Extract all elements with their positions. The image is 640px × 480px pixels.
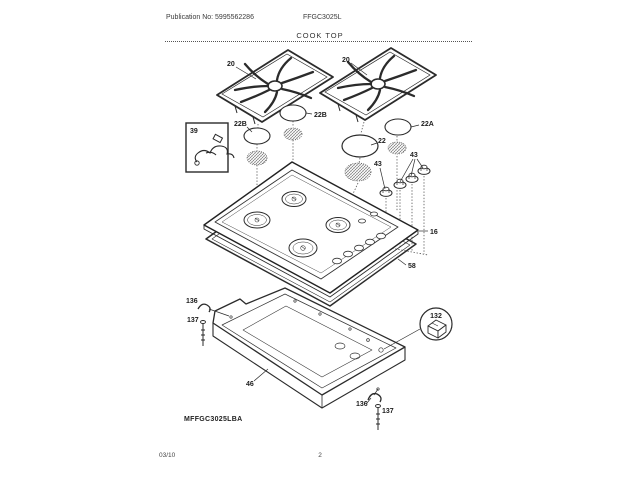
callout-igniter-right: 43	[410, 152, 418, 159]
callout-clip-bottom: 136	[356, 401, 368, 408]
maintop-drawing	[204, 162, 418, 297]
callout-cap-mid: 22B	[314, 112, 327, 119]
callout-cap-left: 22B	[234, 121, 247, 128]
pan-drawing	[213, 288, 405, 408]
callout-screw-top: 137	[187, 317, 199, 324]
callout-bracket-detail: 132	[430, 313, 442, 320]
right-grate-drawing	[320, 48, 436, 122]
callout-clip-top: 136	[186, 298, 198, 305]
footer-page-number: 2	[318, 452, 322, 459]
callout-cap-right: 22A	[421, 121, 434, 128]
callout-igniter-left: 43	[374, 161, 382, 168]
igniter-parts	[380, 165, 430, 196]
callout-seal: 58	[408, 263, 416, 270]
callout-harness-box: 39	[190, 128, 198, 135]
burner-heads	[247, 128, 406, 181]
page-title: COOK TOP	[296, 31, 344, 40]
callout-grate-right: 20	[342, 57, 350, 64]
callout-screw-bottom: 137	[382, 408, 394, 415]
footer-date: 03/10	[159, 452, 176, 459]
callout-pan: 46	[246, 381, 254, 388]
callout-cap-center: 22	[378, 138, 386, 145]
diagram-model-label: MFFGC3025LBA	[184, 416, 243, 423]
callout-maintop: 16	[430, 229, 438, 236]
clip-bottom-drawing	[368, 389, 381, 430]
model-number: FFGC3025L	[303, 14, 342, 21]
callout-grate-left: 20	[227, 61, 235, 68]
publication-number: Publication No: 5995562286	[166, 14, 254, 21]
